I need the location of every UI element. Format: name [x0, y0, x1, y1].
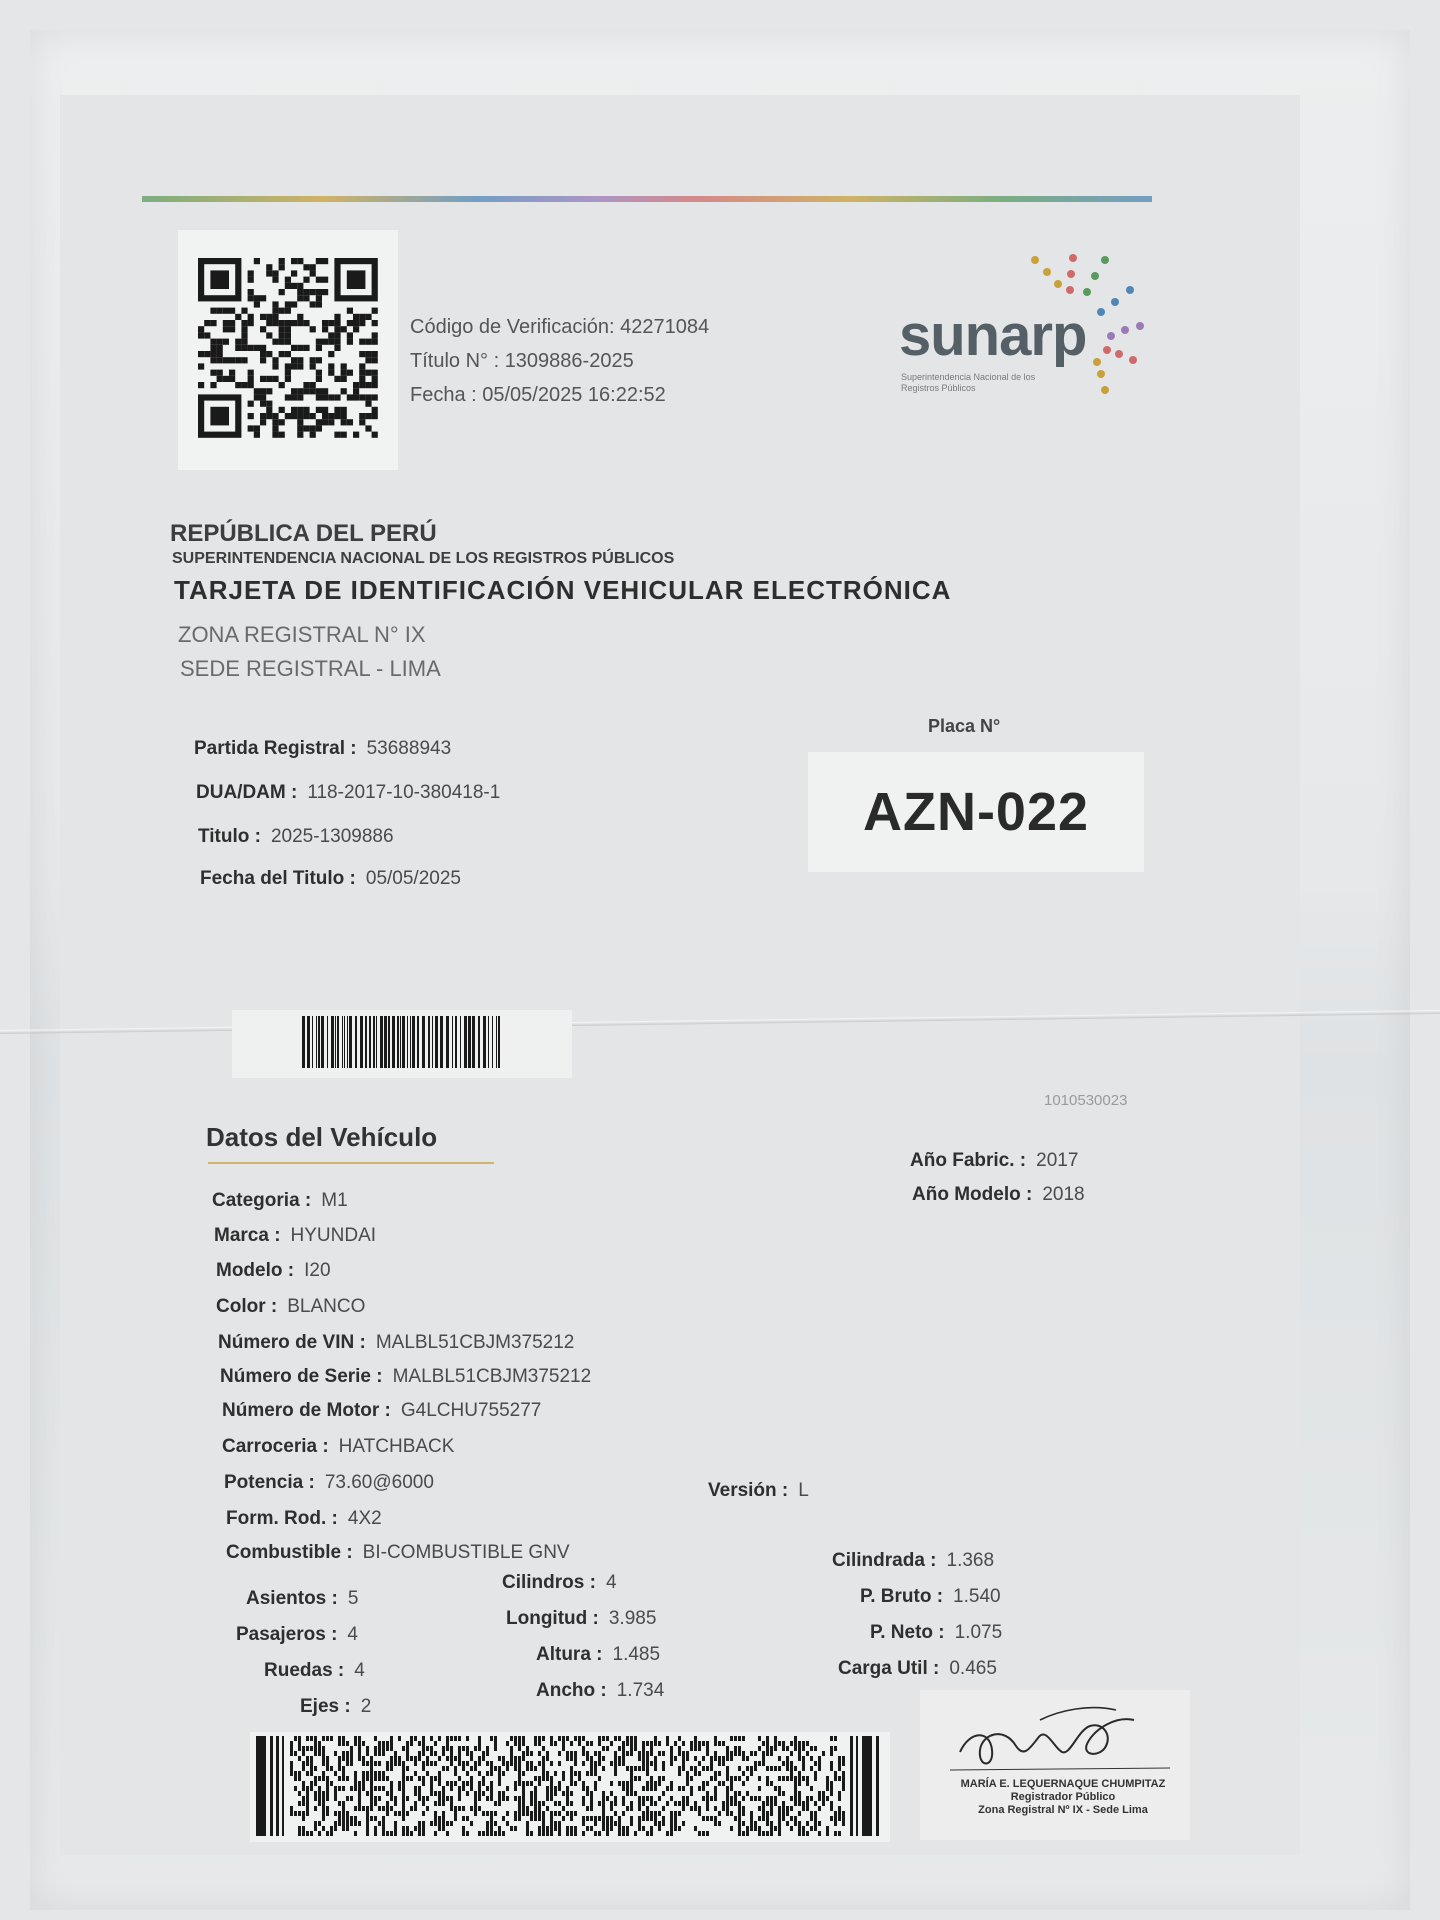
cilindros-label: Cilindros : [502, 1572, 596, 1593]
pbruto-label: P. Bruto : [860, 1586, 944, 1607]
pasajeros-label: Pasajeros : [236, 1624, 338, 1645]
potencia-label: Potencia : [224, 1472, 315, 1493]
longitud-row [506, 1608, 656, 1630]
vin-row [218, 1332, 574, 1354]
formrod-label: Form. Rod. : [226, 1508, 338, 1529]
categoria-value: M1 [321, 1190, 348, 1211]
marca-value: HYUNDAI [290, 1225, 377, 1246]
motor-value: G4LCHU755277 [400, 1400, 542, 1421]
combustible-label: Combustible : [226, 1542, 353, 1563]
cilindrada-label: Cilindrada : [832, 1550, 937, 1571]
vin-value: MALBL51CBJM375212 [375, 1332, 575, 1353]
color-stripe [142, 196, 1152, 202]
registrar-zone: Zona Registral Nº IX - Sede Lima [978, 1804, 1148, 1816]
partida-value: 53688943 [366, 738, 452, 759]
zone-label: ZONA REGISTRAL N° IX [178, 622, 426, 647]
section-underline [208, 1162, 494, 1164]
cargautil-row [838, 1658, 997, 1680]
modelo-row [216, 1260, 331, 1282]
ancho-label: Ancho : [536, 1680, 607, 1701]
carroceria-row [222, 1436, 454, 1458]
fecha-titulo-row [200, 868, 461, 890]
verification-block [410, 310, 709, 412]
potencia-row [224, 1472, 434, 1494]
altura-row [536, 1644, 660, 1666]
formrod-row [226, 1508, 382, 1530]
plate-number: AZN-022 [862, 782, 1090, 842]
pneto-value: 1.075 [954, 1622, 1003, 1643]
barcode-pdf417 [250, 1732, 890, 1842]
color-label: Color : [216, 1296, 278, 1317]
titulo-row [198, 826, 394, 848]
categoria-row [212, 1190, 348, 1212]
version-value: L [798, 1480, 809, 1501]
registrar-name: MARÍA E. LEQUERNAQUE CHUMPITAZ [960, 1778, 1166, 1790]
motor-row [222, 1400, 541, 1422]
color-row [216, 1296, 365, 1318]
asientos-label: Asientos : [246, 1588, 338, 1609]
altura-value: 1.485 [612, 1644, 661, 1665]
version-row [708, 1480, 809, 1502]
anio-fabric-label: Año Fabric. : [910, 1150, 1027, 1171]
pneto-label: P. Neto : [870, 1622, 945, 1643]
pbruto-value: 1.540 [953, 1586, 1001, 1607]
qr-code [178, 230, 398, 470]
anio-modelo-row [912, 1184, 1085, 1206]
logo-subtitle: Superintendencia Nacional de los Registros Públicos [901, 372, 1036, 393]
issue-date: Fecha : 05/05/2025 16:22:52 [410, 384, 666, 406]
cilindrada-row [832, 1550, 994, 1572]
vin-label: Número de VIN : [218, 1332, 366, 1353]
cargautil-value: 0.465 [949, 1658, 997, 1679]
signature-block [920, 1690, 1190, 1840]
partida-row [194, 738, 451, 760]
pneto-row [870, 1622, 1002, 1644]
modelo-label: Modelo : [216, 1260, 295, 1281]
pasajeros-value: 4 [347, 1624, 358, 1645]
titulo-label: Titulo : [198, 826, 261, 847]
cilindrada-value: 1.368 [946, 1550, 995, 1571]
dua-label: DUA/DAM : [196, 782, 298, 803]
agency-heading: SUPERINTENDENCIA NACIONAL DE LOS REGISTROS PÚBLICOS [172, 550, 675, 567]
country-heading: REPÚBLICA DEL PERÚ [170, 520, 437, 547]
ejes-label: Ejes : [300, 1696, 351, 1717]
altura-label: Altura : [536, 1644, 603, 1665]
title-number: Título N° : 1309886-2025 [410, 350, 634, 372]
version-label: Versión : [708, 1480, 789, 1501]
carroceria-value: HATCHBACK [338, 1436, 455, 1457]
ejes-value: 2 [360, 1696, 372, 1717]
cilindros-row [502, 1572, 617, 1594]
marca-label: Marca : [214, 1225, 281, 1246]
anio-modelo-value: 2018 [1042, 1184, 1085, 1205]
fecha-titulo-value: 05/05/2025 [365, 868, 461, 889]
longitud-value: 3.985 [608, 1608, 657, 1629]
plate-label: Placa N° [928, 716, 1001, 736]
combustible-value: BI-COMBUSTIBLE GNV [362, 1542, 570, 1563]
cilindros-value: 4 [605, 1572, 617, 1593]
serie-value: MALBL51CBJM375212 [392, 1366, 592, 1387]
anio-modelo-label: Año Modelo : [912, 1184, 1033, 1205]
color-value: BLANCO [287, 1296, 366, 1317]
combustible-row [226, 1542, 570, 1564]
titulo-value: 2025-1309886 [270, 826, 394, 847]
ejes-row [300, 1696, 371, 1718]
partida-label: Partida Registral : [194, 738, 357, 759]
dua-value: 118-2017-10-380418-1 [307, 782, 501, 803]
longitud-label: Longitud : [506, 1608, 599, 1629]
ruedas-row [264, 1660, 365, 1682]
document-number: 1010530023 [1044, 1092, 1128, 1109]
motor-label: Número de Motor : [222, 1400, 391, 1421]
registrar-role: Registrador Público [1010, 1791, 1116, 1803]
plate-box [808, 752, 1144, 872]
sunarp-logo [895, 250, 1175, 430]
ruedas-label: Ruedas : [264, 1660, 345, 1681]
pbruto-row [860, 1586, 1001, 1608]
potencia-value: 73.60@6000 [324, 1472, 434, 1493]
cargautil-label: Carga Util : [838, 1658, 940, 1679]
anio-fabric-value: 2017 [1036, 1150, 1079, 1171]
barcode-small [232, 1010, 572, 1078]
serie-label: Número de Serie : [220, 1366, 383, 1387]
marca-row [214, 1225, 376, 1247]
pasajeros-row [236, 1624, 358, 1646]
handwritten-signature [920, 1690, 1190, 1780]
carroceria-label: Carroceria : [222, 1436, 329, 1457]
fecha-titulo-label: Fecha del Titulo : [200, 868, 356, 889]
ruedas-value: 4 [354, 1660, 365, 1681]
dua-row [196, 782, 500, 804]
logo-wordmark: sunarp [899, 303, 1087, 368]
serie-row [220, 1366, 591, 1388]
anio-fabric-row [910, 1150, 1078, 1172]
categoria-label: Categoria : [212, 1190, 312, 1211]
formrod-value: 4X2 [347, 1508, 382, 1529]
asientos-row [246, 1588, 358, 1610]
registrar-info [938, 1778, 1188, 1817]
vehicle-section-title: Datos del Vehículo [206, 1122, 438, 1152]
document-title: TARJETA DE IDENTIFICACIÓN VEHICULAR ELECTRÓNICA [174, 575, 952, 605]
ancho-row [536, 1680, 664, 1702]
modelo-value: I20 [304, 1260, 331, 1281]
verification-code: Código de Verificación: 42271084 [410, 316, 710, 338]
asientos-value: 5 [347, 1588, 359, 1609]
ancho-value: 1.734 [616, 1680, 665, 1701]
office-label: SEDE REGISTRAL - LIMA [180, 656, 441, 681]
